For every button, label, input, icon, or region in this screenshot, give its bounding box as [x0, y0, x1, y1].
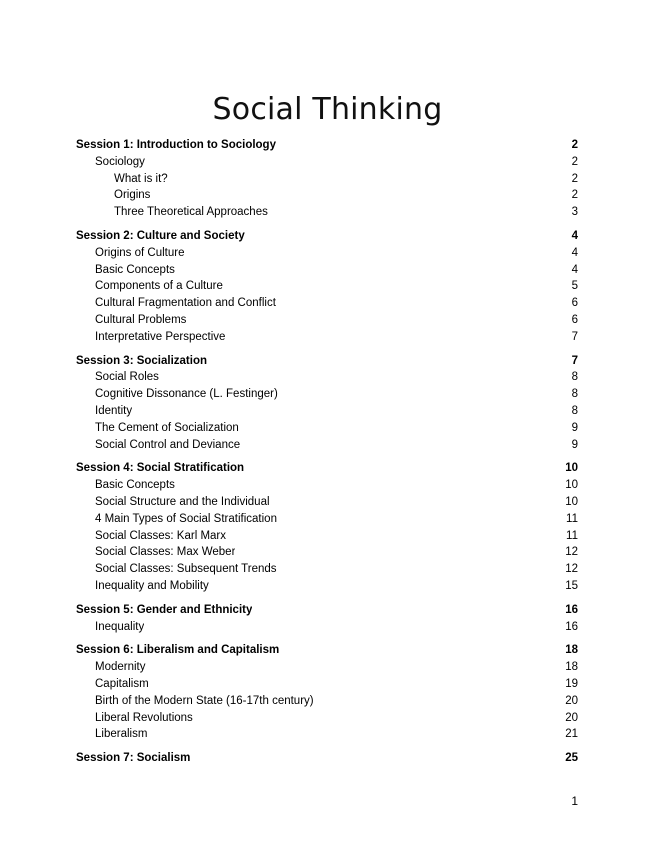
toc-section-entry[interactable]	[76, 245, 578, 262]
toc-entry-label: Inequality	[95, 620, 145, 633]
toc-session-entry[interactable]	[76, 642, 578, 659]
toc-entry-label: Session 4: Social Stratification	[76, 462, 245, 475]
toc-entry-page-number: 12	[565, 563, 578, 576]
toc-entry-label: Sociology	[95, 155, 145, 168]
toc-entry-label: The Cement of Socialization	[95, 421, 239, 434]
toc-section-entry[interactable]	[76, 528, 578, 545]
toc-entry-page-number: 11	[566, 529, 578, 542]
toc-entry-label: Three Theoretical Approaches	[114, 206, 268, 219]
toc-section-entry[interactable]	[76, 437, 578, 454]
toc-entry-label: Session 5: Gender and Ethnicity	[76, 603, 253, 616]
toc-entry-page-number: 2	[571, 172, 578, 185]
toc-entry-label: Cognitive Dissonance (L. Festinger)	[95, 388, 278, 401]
toc-section-entry[interactable]	[76, 659, 578, 676]
toc-entry-page-number: 18	[565, 661, 578, 674]
toc-entry-page-number: 2	[571, 155, 578, 168]
toc-subsection-entry[interactable]	[76, 171, 578, 188]
toc-entry-label: Cultural Problems	[95, 313, 187, 326]
toc-entry-page-number: 15	[565, 579, 578, 592]
toc-subsection-entry[interactable]	[76, 187, 578, 204]
toc-entry-page-number: 4	[571, 246, 578, 259]
toc-entry-label: Session 7: Socialism	[76, 752, 191, 765]
toc-entry-label: Origins	[114, 189, 151, 202]
toc-entry-page-number: 16	[565, 603, 578, 616]
toc-section-entry[interactable]	[76, 544, 578, 561]
toc-entry-label: Inequality and Mobility	[95, 579, 209, 592]
toc-section-entry[interactable]	[76, 578, 578, 595]
toc-subsection-entry[interactable]	[76, 204, 578, 221]
toc-entry-label: Session 3: Socialization	[76, 354, 208, 367]
toc-entry-page-number: 19	[565, 677, 578, 690]
toc-entry-label: Session 1: Introduction to Sociology	[76, 139, 276, 151]
toc-entry-label: Social Roles	[95, 371, 159, 384]
toc-entry-page-number: 7	[571, 354, 578, 367]
toc-entry-label: Origins of Culture	[95, 246, 185, 259]
toc-entry-label: Liberalism	[95, 728, 148, 741]
toc-section-entry[interactable]	[76, 295, 578, 312]
toc-section-entry[interactable]	[76, 278, 578, 295]
toc-entry-label: Session 6: Liberalism and Capitalism	[76, 644, 280, 657]
toc-section-entry[interactable]	[76, 676, 578, 693]
toc-entry-label: Social Classes: Subsequent Trends	[95, 563, 277, 576]
toc-section-entry[interactable]	[76, 262, 578, 279]
toc-entry-page-number: 20	[565, 694, 578, 707]
toc-entry-label: Social Classes: Karl Marx	[95, 529, 227, 542]
toc-section-entry[interactable]	[76, 619, 578, 636]
toc-entry-page-number: 11	[566, 512, 578, 525]
toc-section-entry[interactable]	[76, 403, 578, 420]
toc-entry-page-number: 5	[571, 280, 578, 293]
toc-entry-page-number: 8	[571, 388, 578, 401]
toc-entry-page-number: 8	[571, 404, 578, 417]
toc-section-entry[interactable]	[76, 726, 578, 743]
toc-entry-page-number: 2	[571, 139, 578, 151]
toc-section-entry[interactable]	[76, 312, 578, 329]
toc-entry-label: What is it?	[114, 172, 168, 185]
toc-entry-page-number: 20	[565, 711, 578, 724]
toc-session-entry[interactable]	[76, 460, 578, 477]
toc-entry-page-number: 18	[565, 644, 578, 657]
toc-entry-page-number: 8	[571, 371, 578, 384]
toc-section-entry[interactable]	[76, 420, 578, 437]
toc-entry-page-number: 6	[571, 313, 578, 326]
toc-section-entry[interactable]	[76, 369, 578, 386]
document-title: Social Thinking	[212, 92, 443, 127]
toc-entry-page-number: 4	[571, 229, 578, 242]
toc-entry-label: Liberal Revolutions	[95, 711, 193, 724]
toc-entry-label: Birth of the Modern State (16-17th century)	[95, 694, 314, 707]
toc-session-entry[interactable]	[76, 353, 578, 370]
toc-entry-page-number: 21	[565, 728, 578, 741]
toc-session-entry[interactable]	[76, 750, 578, 767]
toc-entry-label: Cultural Fragmentation and Conflict	[95, 297, 276, 310]
toc-entry-label: Basic Concepts	[95, 263, 175, 276]
toc-entry-label: Capitalism	[95, 677, 149, 690]
toc-section-entry[interactable]	[76, 710, 578, 727]
toc-entry-page-number: 16	[565, 620, 578, 633]
toc-session-entry[interactable]	[76, 602, 578, 619]
toc-entry-page-number: 25	[565, 752, 578, 765]
toc-entry-label: Components of a Culture	[95, 280, 223, 293]
table-of-contents	[76, 137, 578, 767]
toc-entry-label: Basic Concepts	[95, 479, 175, 492]
toc-entry-page-number: 6	[571, 297, 578, 310]
toc-section-entry[interactable]	[76, 386, 578, 403]
toc-entry-label: 4 Main Types of Social Stratification	[95, 512, 277, 525]
toc-entry-label: Identity	[95, 404, 133, 417]
toc-section-entry[interactable]	[76, 329, 578, 346]
toc-entry-page-number: 12	[565, 546, 578, 559]
toc-entry-page-number: 3	[571, 206, 578, 219]
toc-entry-label: Social Structure and the Individual	[95, 495, 270, 508]
toc-entry-page-number: 7	[571, 330, 578, 343]
toc-entry-page-number: 9	[571, 421, 578, 434]
toc-section-entry[interactable]	[76, 494, 578, 511]
toc-entry-page-number: 9	[571, 438, 578, 451]
toc-entry-label: Session 2: Culture and Society	[76, 229, 245, 242]
toc-section-entry[interactable]	[76, 511, 578, 528]
toc-entry-page-number: 10	[565, 462, 578, 475]
toc-entry-page-number: 10	[565, 479, 578, 492]
toc-entry-label: Social Classes: Max Weber	[95, 546, 236, 559]
toc-entry-page-number: 4	[571, 263, 578, 276]
toc-entry-page-number: 10	[565, 495, 578, 508]
toc-section-entry[interactable]	[76, 477, 578, 494]
toc-session-entry[interactable]	[76, 137, 578, 154]
toc-entry-label: Interpretative Perspective	[95, 330, 226, 343]
toc-entry-label: Modernity	[95, 661, 146, 674]
toc-entry-label: Social Control and Deviance	[95, 438, 241, 451]
toc-section-entry[interactable]	[76, 693, 578, 710]
toc-entry-page-number: 2	[571, 189, 578, 202]
toc-section-entry[interactable]	[76, 154, 578, 171]
toc-session-entry[interactable]	[76, 228, 578, 245]
toc-section-entry[interactable]	[76, 561, 578, 578]
page-number: 1	[571, 794, 578, 808]
